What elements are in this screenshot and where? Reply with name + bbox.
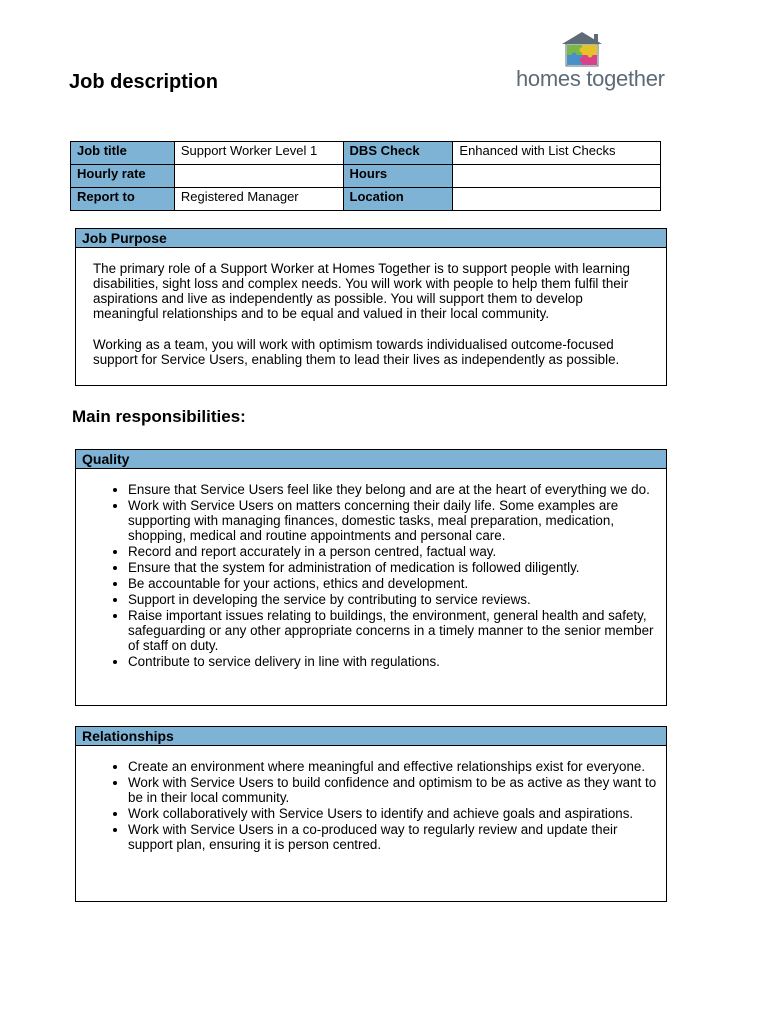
main-responsibilities-title: Main responsibilities: (72, 407, 246, 426)
relationships-section (75, 726, 667, 902)
page-title: Job description (69, 71, 218, 93)
job-purpose-section (75, 228, 667, 386)
hourly-rate-value (174, 165, 343, 188)
report-to-label: Report to (71, 188, 175, 211)
list-item: • Raise important issues relating to buildings, the environment, general health and safety, safeguarding or any other appropriate concerns in a timely manner to the senior member of staff on duty. (128, 608, 658, 653)
dbs-check-label: DBS Check (343, 142, 453, 165)
house-puzzle-icon (510, 30, 660, 70)
job-purpose-paragraph: The primary role of a Support Worker at Homes Together is to support people with learning disabilities, sight loss and complex needs. You will work with people to help them fulfil their aspirations and live as independently as possible. You will support them to develop meaningful relationships and to be equal and valued in their local community. (93, 261, 630, 321)
quality-list (76, 482, 666, 669)
list-item: • Work with Service Users on matters concerning their daily life. Some examples are supporting with managing finances, domestic tasks, meal preparation, medication, shopping, medical and routine appointments and personal care. (128, 498, 658, 543)
list-item: • Ensure that the system for administration of medication is followed diligently. (128, 560, 658, 575)
logo-text: homes together (516, 66, 665, 91)
list-item: • Support in developing the service by contributing to service reviews. (128, 592, 658, 607)
relationships-heading: Relationships (76, 727, 666, 746)
quality-heading: Quality (76, 450, 666, 469)
list-item: • Ensure that Service Users feel like they belong and are at the heart of everything we do. (128, 482, 658, 497)
hourly-rate-label: Hourly rate (71, 165, 175, 188)
hours-value (453, 165, 661, 188)
hours-label: Hours (343, 165, 453, 188)
table-row (71, 188, 661, 211)
quality-section (75, 449, 667, 706)
relationships-list (76, 759, 666, 852)
list-item: • Work with Service Users to build confidence and optimism to be as active as they want to be in their local community. (128, 775, 658, 805)
list-item: • Contribute to service delivery in line with regulations. (128, 654, 658, 669)
job-info-table (70, 141, 661, 211)
list-item: • Be accountable for your actions, ethics and development. (128, 576, 658, 591)
job-purpose-paragraph: Working as a team, you will work with optimism towards individualised outcome-focused support for Service Users, enabling them to lead their lives as independently as possible. (93, 337, 620, 367)
job-purpose-heading: Job Purpose (76, 229, 666, 248)
table-row (71, 142, 661, 165)
job-title-label: Job title (71, 142, 175, 165)
list-item: • Create an environment where meaningful and effective relationships exist for everyone. (128, 759, 658, 774)
list-item: • Work with Service Users in a co-produced way to regularly review and update their support plan, ensuring it is person centred. (128, 822, 658, 852)
location-label: Location (343, 188, 453, 211)
table-row (71, 165, 661, 188)
report-to-value: Registered Manager (174, 188, 343, 211)
job-title-value: Support Worker Level 1 (174, 142, 343, 165)
dbs-check-value: Enhanced with List Checks (453, 142, 661, 165)
list-item: • Record and report accurately in a person centred, factual way. (128, 544, 658, 559)
homes-together-logo (510, 30, 665, 96)
list-item: • Work collaboratively with Service Users to identify and achieve goals and aspirations. (128, 806, 658, 821)
location-value (453, 188, 661, 211)
